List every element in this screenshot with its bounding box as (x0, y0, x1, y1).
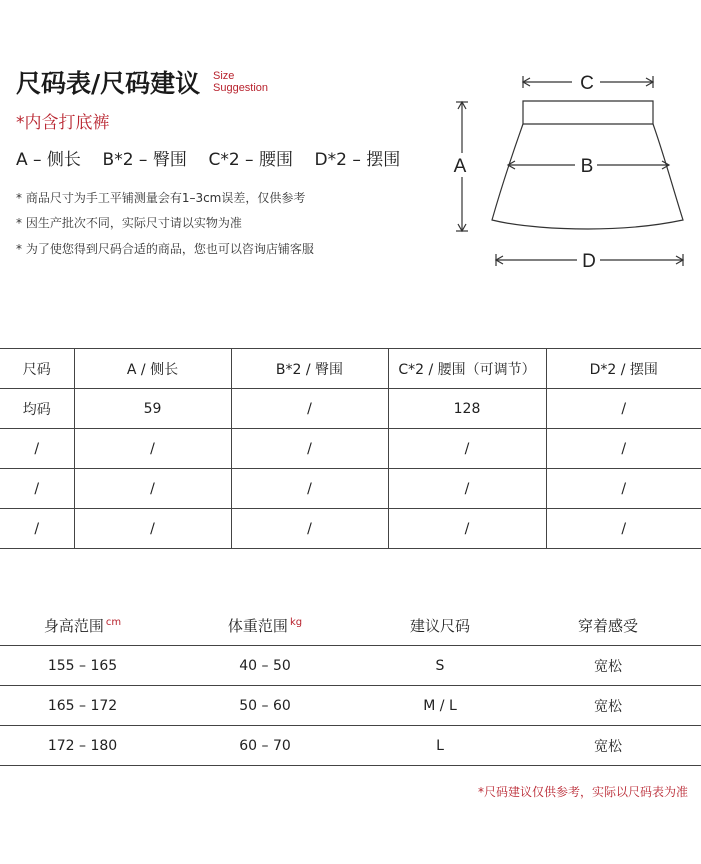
label-a: A (453, 156, 467, 177)
note-1: * 商品尺寸为手工平铺测量会有1–3cm误差，仅供参考 (16, 191, 306, 205)
table-cell: / (231, 389, 388, 429)
header-cell: B*2 / 臀围 (231, 349, 388, 389)
header-cell: 穿着感受 (515, 605, 701, 646)
header-weight: 体重范围 (227, 616, 288, 635)
table-cell: L (365, 726, 515, 766)
measure-legend: A – 侧长 B*2 – 臀围 C*2 – 腰围 D*2 – 摆围 (16, 150, 401, 170)
unit-cm: cm (105, 616, 122, 628)
table-cell: / (388, 469, 546, 509)
title-en-size: Size (213, 70, 235, 82)
table-row (0, 429, 701, 469)
label-d: D (582, 251, 596, 272)
table-cell: / (546, 509, 701, 549)
size-table-header (0, 349, 701, 389)
header-cell: C*2 / 腰围（可调节） (388, 349, 546, 389)
header-cell: D*2 / 摆围 (546, 349, 701, 389)
table-cell: / (231, 509, 388, 549)
table-cell: / (231, 429, 388, 469)
size-table (0, 348, 701, 549)
unit-kg: kg (289, 616, 303, 628)
table-cell: / (0, 509, 74, 549)
page-title: 尺码表/尺码建议 (16, 69, 201, 98)
label-c: C (580, 73, 594, 94)
title-en-suggestion: Suggestion (213, 82, 269, 94)
table-cell: / (546, 389, 701, 429)
size-suggestion-table (0, 605, 701, 766)
table-cell: 50 – 60 (165, 686, 365, 726)
table-cell: / (74, 469, 231, 509)
header-cell (0, 605, 165, 646)
table-cell: / (231, 469, 388, 509)
table-cell: M / L (365, 686, 515, 726)
subtitle: *内含打底裤 (16, 113, 110, 133)
table-cell: 59 (74, 389, 231, 429)
table-cell: 60 – 70 (165, 726, 365, 766)
header-cell: A / 侧长 (74, 349, 231, 389)
label-b: B (580, 156, 594, 177)
table-cell: 128 (388, 389, 546, 429)
table-row (0, 726, 701, 766)
note-2: * 因生产批次不同，实际尺寸请以实物为准 (16, 216, 242, 230)
table-cell: / (546, 469, 701, 509)
table-row (0, 646, 701, 686)
table-cell: 宽松 (515, 646, 701, 686)
note-3: * 为了使您得到尺码合适的商品，您也可以咨询店铺客服 (16, 242, 314, 256)
page-title-en (213, 70, 268, 94)
table-row (0, 469, 701, 509)
table-row (0, 686, 701, 726)
footer-note: *尺码建议仅供参考，实际以尺码表为准 (477, 785, 688, 799)
table-cell: 155 – 165 (0, 646, 165, 686)
table-cell: 165 – 172 (0, 686, 165, 726)
table-cell: / (388, 429, 546, 469)
header-cell: 建议尺码 (365, 605, 515, 646)
table-cell: / (74, 429, 231, 469)
suggestion-header (0, 605, 701, 646)
table-cell: / (0, 429, 74, 469)
table-cell: / (0, 469, 74, 509)
table-cell: / (74, 509, 231, 549)
table-cell: 40 – 50 (165, 646, 365, 686)
table-cell: 宽松 (515, 686, 701, 726)
table-cell: / (546, 429, 701, 469)
header-cell: 尺码 (0, 349, 74, 389)
header-height: 身高范围 (43, 616, 104, 635)
table-row (0, 509, 701, 549)
table-cell: / (388, 509, 546, 549)
table-cell: 均码 (0, 389, 74, 429)
skirt-diagram (450, 65, 695, 275)
table-row (0, 389, 701, 429)
table-cell: 172 – 180 (0, 726, 165, 766)
table-cell: S (365, 646, 515, 686)
header-cell (165, 605, 365, 646)
table-cell: 宽松 (515, 726, 701, 766)
